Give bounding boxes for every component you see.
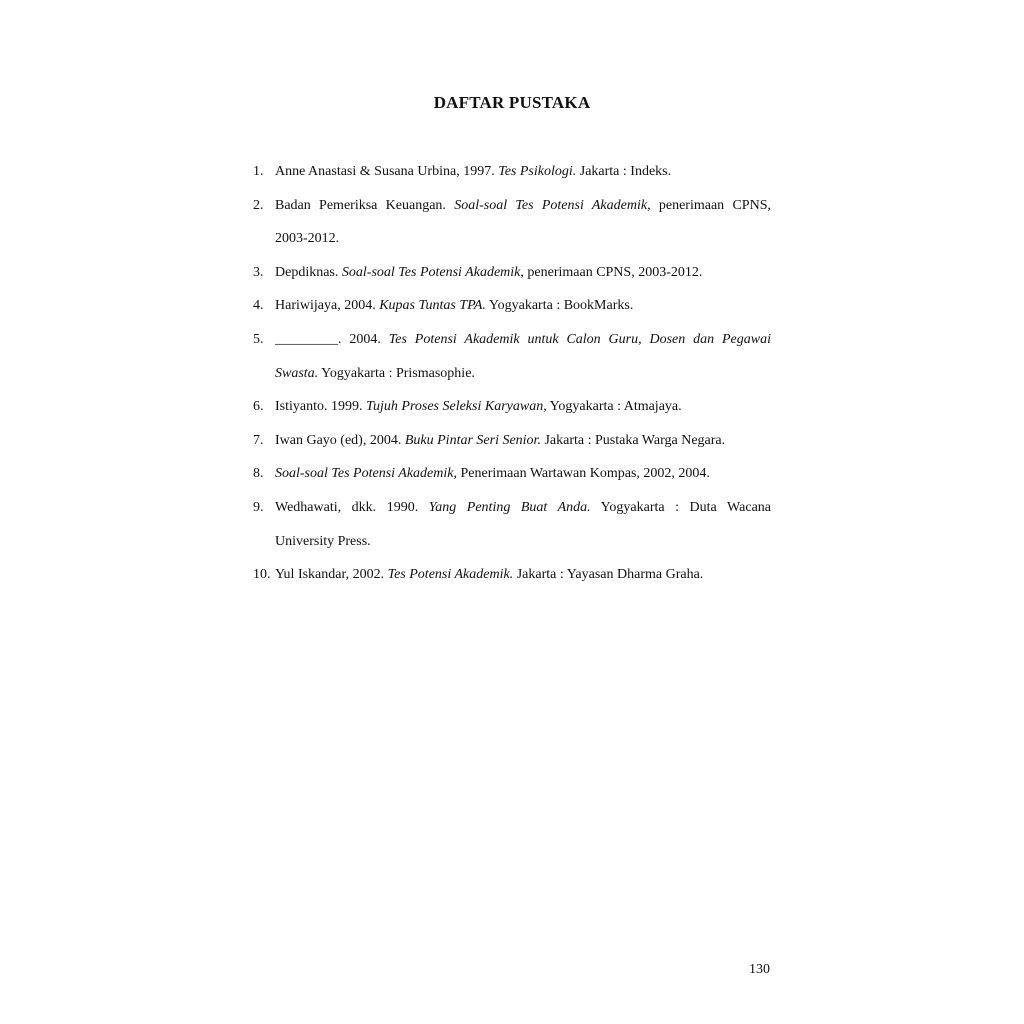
reference-item bbox=[253, 289, 771, 323]
reference-segment: Iwan Gayo (ed), 2004. bbox=[275, 432, 405, 448]
reference-text bbox=[275, 189, 771, 256]
reference-line bbox=[275, 457, 771, 491]
reference-line bbox=[275, 491, 771, 525]
reference-title-italic: Soal-soal Tes Potensi Akademik bbox=[454, 197, 648, 213]
reference-text bbox=[275, 457, 771, 491]
reference-text bbox=[275, 256, 771, 290]
reference-text bbox=[275, 558, 771, 592]
reference-item bbox=[253, 256, 771, 290]
reference-text bbox=[275, 323, 771, 390]
reference-line bbox=[275, 189, 771, 223]
reference-title-italic: Tes Psikologi. bbox=[498, 164, 577, 179]
reference-line bbox=[275, 256, 771, 290]
reference-title-italic: Soal-soal Tes Potensi Akademik bbox=[341, 264, 521, 280]
reference-number: 5. bbox=[253, 331, 264, 347]
reference-item bbox=[253, 457, 771, 491]
reference-item bbox=[253, 323, 771, 390]
reference-text bbox=[275, 155, 771, 189]
reference-segment: Anne Anastasi & Susana Urbina, 1997. bbox=[275, 164, 499, 179]
reference-segment: Yogyakarta : Prismasophie. bbox=[318, 365, 475, 381]
reference-list bbox=[253, 155, 771, 592]
reference-text bbox=[275, 491, 771, 558]
reference-line bbox=[275, 323, 771, 357]
reference-segment: Yogyakarta : Atmajaya. bbox=[546, 399, 682, 415]
reference-segment: Wedhawati, dkk. 1990. bbox=[275, 499, 429, 515]
reference-number: 7. bbox=[253, 432, 264, 448]
reference-number: 10. bbox=[253, 567, 271, 583]
reference-segment: _________. 2004. bbox=[275, 331, 389, 347]
reference-line bbox=[275, 390, 771, 424]
reference-item bbox=[253, 189, 771, 256]
reference-number: 8. bbox=[253, 466, 264, 482]
reference-number: 9. bbox=[253, 499, 264, 515]
reference-item bbox=[253, 424, 771, 458]
reference-number: 3. bbox=[253, 264, 264, 280]
reference-line bbox=[275, 558, 771, 592]
reference-segment: Yogyakarta : BookMarks. bbox=[485, 298, 634, 314]
reference-number: 1. bbox=[253, 164, 264, 179]
reference-line bbox=[275, 289, 771, 323]
reference-title-italic: Soal-soal Tes Potensi Akademik, bbox=[275, 466, 457, 482]
reference-segment: Yul Iskandar, 2002. bbox=[275, 567, 388, 583]
page-title: DAFTAR PUSTAKA bbox=[433, 93, 591, 112]
reference-segment: Istiyanto. 1999. bbox=[275, 399, 366, 415]
reference-title-italic: Swasta. bbox=[275, 365, 319, 381]
reference-title-italic: Tujuh Proses Seleksi Karyawan, bbox=[366, 399, 547, 415]
reference-segment: Badan Pemeriksa Keuangan. bbox=[275, 197, 455, 213]
reference-segment: Depdiknas. bbox=[275, 264, 342, 280]
reference-segment: Jakarta : Indeks. bbox=[576, 164, 672, 179]
reference-title-italic: Buku Pintar Seri Senior. bbox=[404, 432, 541, 448]
reference-title-italic: Tes Potensi Akademik. bbox=[387, 567, 514, 583]
reference-line bbox=[275, 525, 771, 559]
reference-segment: Jakarta : Yayasan Dharma Graha. bbox=[513, 567, 704, 583]
reference-segment: Yogyakarta : Duta Wacana bbox=[590, 499, 771, 515]
reference-line bbox=[275, 357, 771, 391]
reference-item bbox=[253, 491, 771, 558]
reference-line bbox=[275, 222, 771, 256]
reference-text bbox=[275, 424, 771, 458]
reference-text bbox=[275, 289, 771, 323]
reference-item bbox=[253, 155, 771, 189]
reference-number: 2. bbox=[253, 197, 264, 213]
reference-line bbox=[275, 155, 771, 189]
reference-text bbox=[275, 390, 771, 424]
reference-segment: 2003-2012. bbox=[275, 231, 340, 247]
reference-title-italic: Kupas Tuntas TPA. bbox=[379, 298, 486, 314]
reference-number: 6. bbox=[253, 399, 264, 415]
reference-segment: , penerimaan CPNS, 2003-2012. bbox=[520, 264, 703, 280]
reference-segment: University Press. bbox=[275, 533, 371, 549]
reference-title-italic: Yang Penting Buat Anda. bbox=[428, 499, 591, 515]
reference-item bbox=[253, 390, 771, 424]
reference-segment: Jakarta : Pustaka Warga Negara. bbox=[540, 432, 726, 448]
reference-segment: Hariwijaya, 2004. bbox=[275, 298, 380, 314]
reference-title-italic: Tes Potensi Akademik untuk Calon Guru, Dosen dan Pegawai bbox=[388, 331, 771, 347]
reference-item bbox=[253, 558, 771, 592]
reference-line bbox=[275, 424, 771, 458]
page-number: 130 bbox=[749, 962, 770, 977]
reference-segment: Penerimaan Wartawan Kompas, 2002, 2004. bbox=[457, 466, 710, 482]
reference-number: 4. bbox=[253, 298, 264, 314]
reference-segment: , penerimaan CPNS, bbox=[647, 197, 771, 213]
